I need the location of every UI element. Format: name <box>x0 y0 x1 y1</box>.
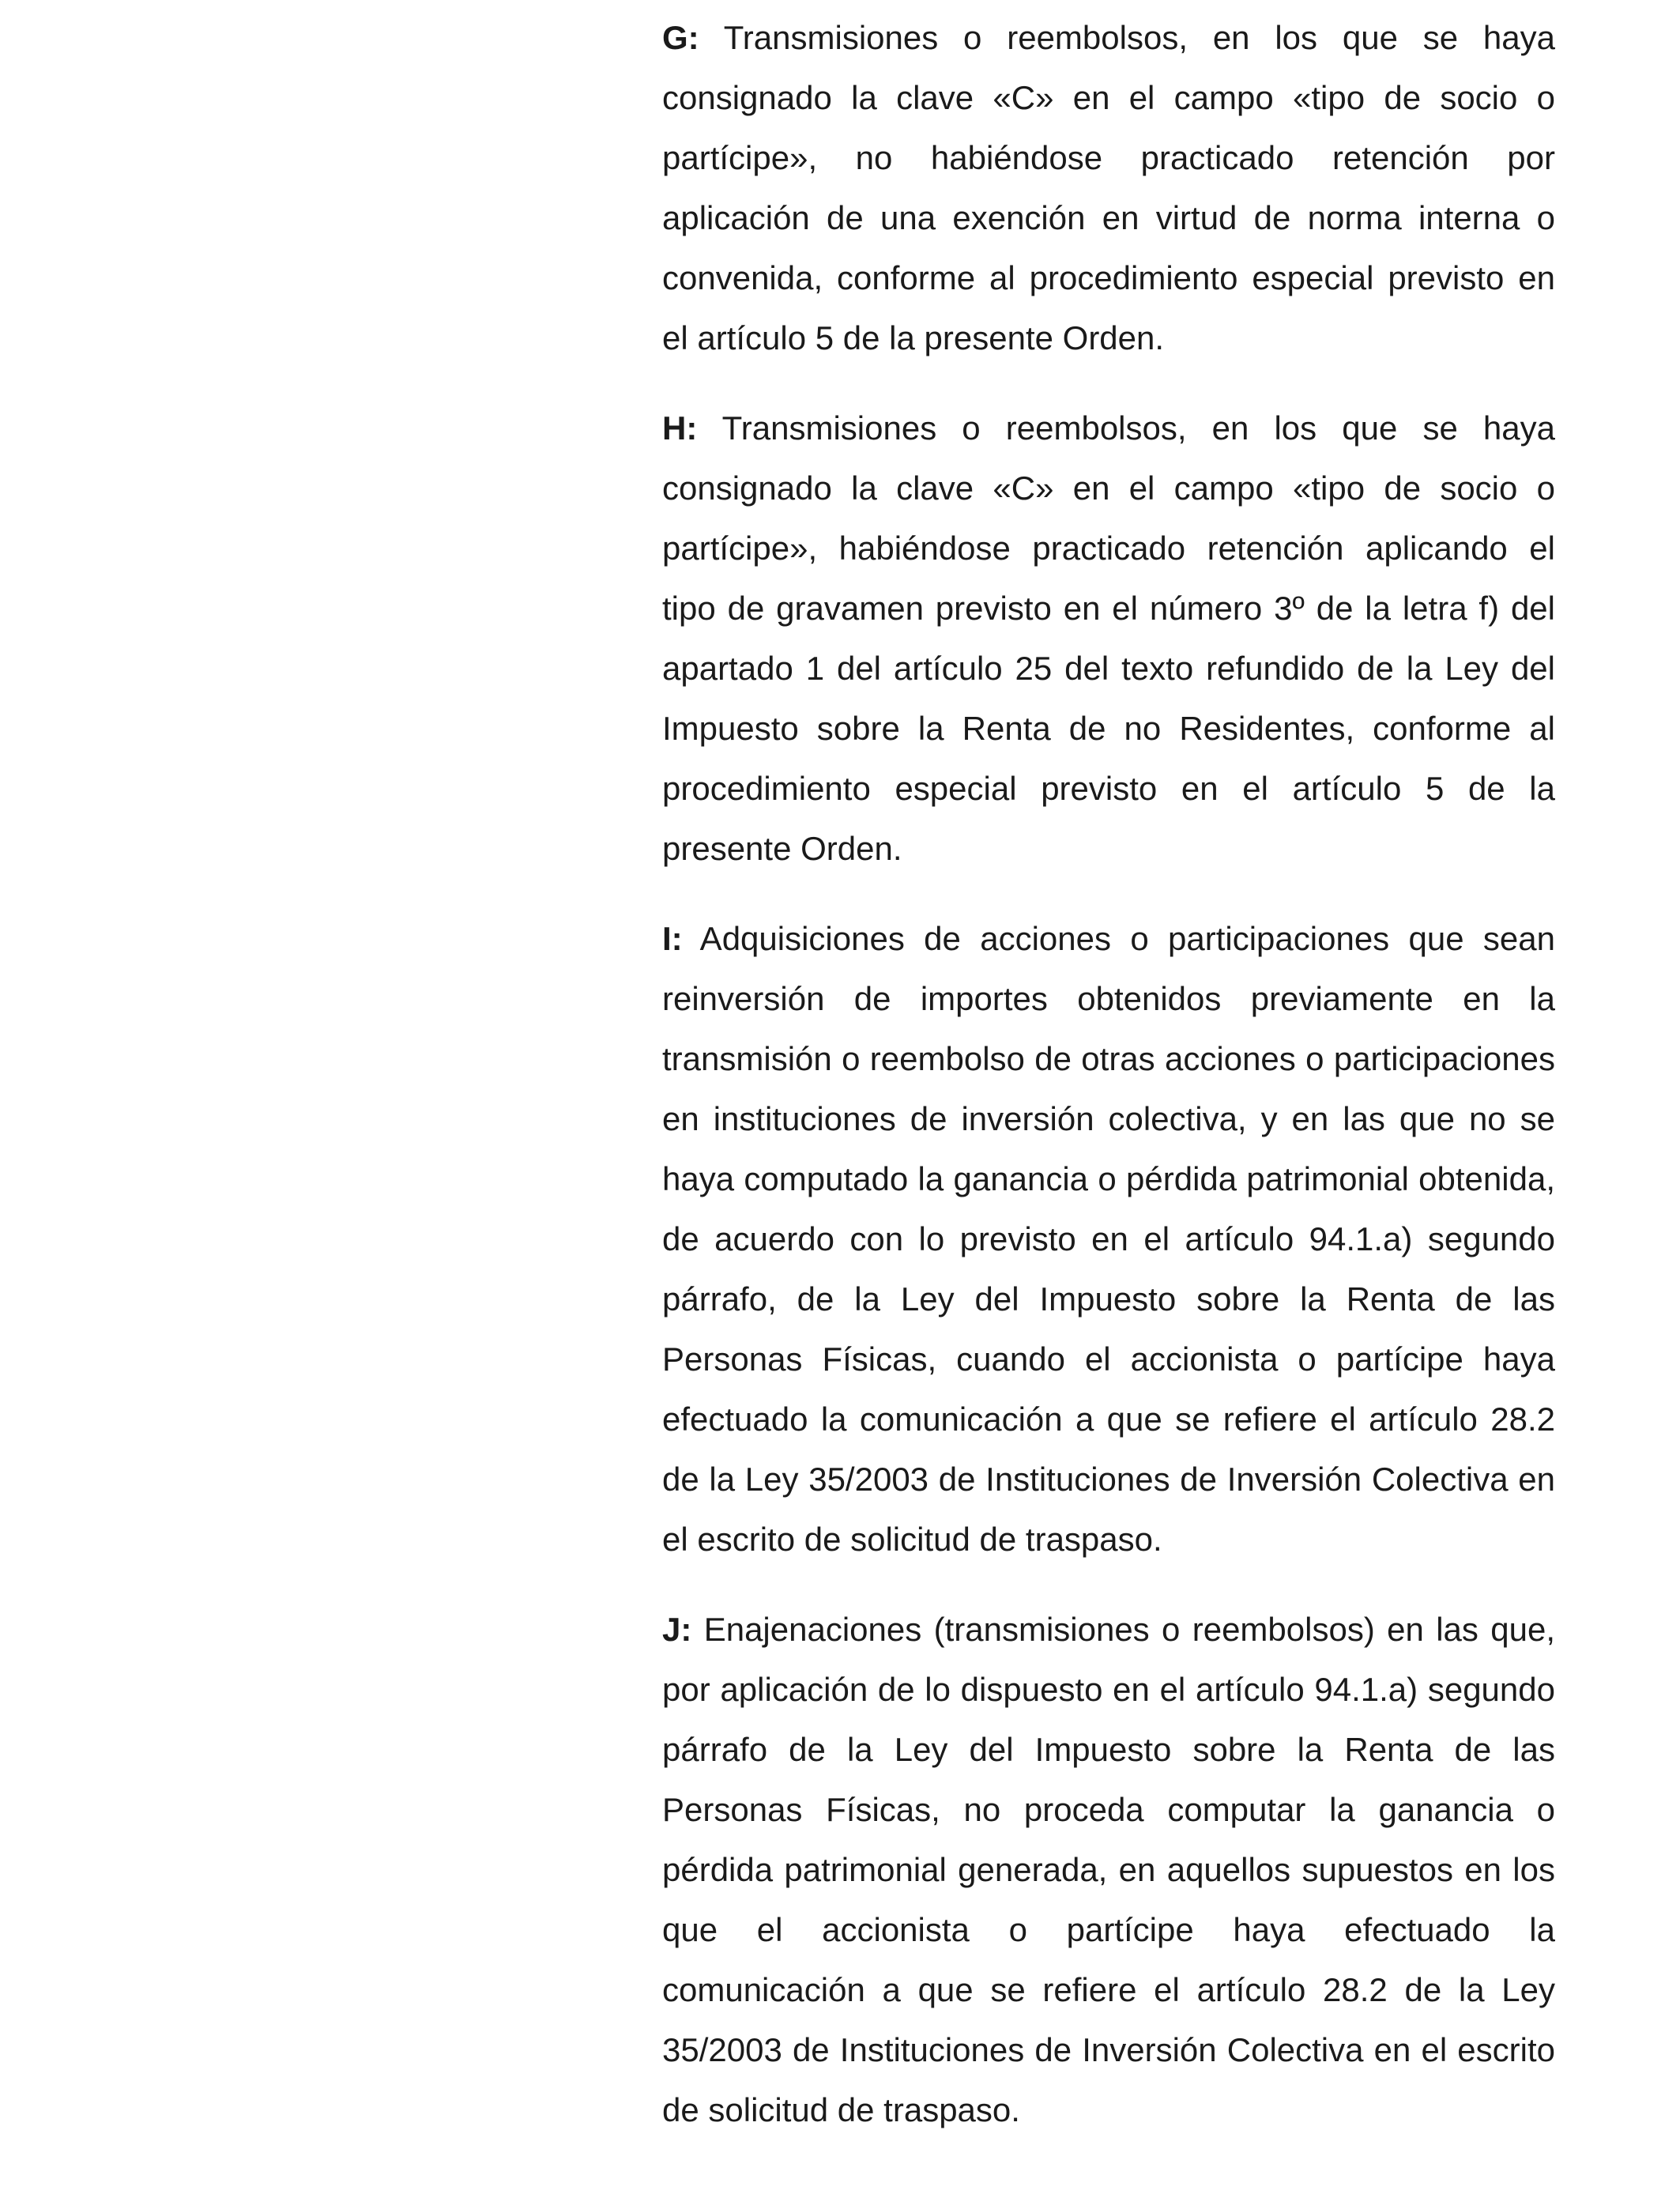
entry-key-g: G: <box>662 19 699 56</box>
entry-g <box>662 8 1555 368</box>
entry-i <box>662 909 1555 1570</box>
entry-text-i: Adquisiciones de acciones o participaciones que sean reinversión de importes obtenidos previamente en la transmisión o reembolso de otras acciones o participaciones en instituciones de inversión colectiva, y en las que no se haya computado la ganancia o pérdida patrimonial obtenida, de acuerdo con lo previsto en el artículo 94.1.a) segundo párrafo, de la Ley del Impuesto sobre la Renta de las Personas Físicas, cuando el accionista o partícipe haya efectuado la comunicación a que se refiere el artículo 28.2 de la Ley 35/2003 de Instituciones de Inversión Colectiva en el escrito de solicitud de traspaso. <box>662 920 1555 1558</box>
entry-text-g: Transmisiones o reembolsos, en los que se haya consignado la clave «C» en el campo «tipo de socio o partícipe», no habiéndose practicado retención por aplicación de una exención en virtud de norma interna o convenida, conforme al procedimiento especial previsto en el artículo 5 de la presente Orden. <box>662 19 1555 356</box>
entry-h <box>662 398 1555 879</box>
entry-text-h: Transmisiones o reembolsos, en los que se haya consignado la clave «C» en el campo «tipo de socio o partícipe», habiéndose practicado retención aplicando el tipo de gravamen previsto en el número 3º de la letra f) del apartado 1 del artículo 25 del texto refundido de la Ley del Impuesto sobre la Renta de no Residentes, conforme al procedimiento especial previsto en el artículo 5 de la presente Orden. <box>662 409 1555 867</box>
entry-key-j: J: <box>662 1611 692 1648</box>
entry-key-h: H: <box>662 409 698 447</box>
entry-text-j: Enajenaciones (transmisiones o reembolsos) en las que, por aplicación de lo dispuesto en el artículo 94.1.a) segundo párrafo de la Ley del Impuesto sobre la Renta de las Personas Físicas, no proceda computar la ganancia o pérdida patrimonial generada, en aquellos supuestos en los que el accionista o partícipe haya efectuado la comunicación a que se refiere el artículo 28.2 de la Ley 35/2003 de Instituciones de Inversión Colectiva en el escrito de solicitud de traspaso. <box>662 1611 1555 2128</box>
text-column <box>662 8 1555 2170</box>
entry-key-i: I: <box>662 920 683 957</box>
entry-j <box>662 1600 1555 2140</box>
